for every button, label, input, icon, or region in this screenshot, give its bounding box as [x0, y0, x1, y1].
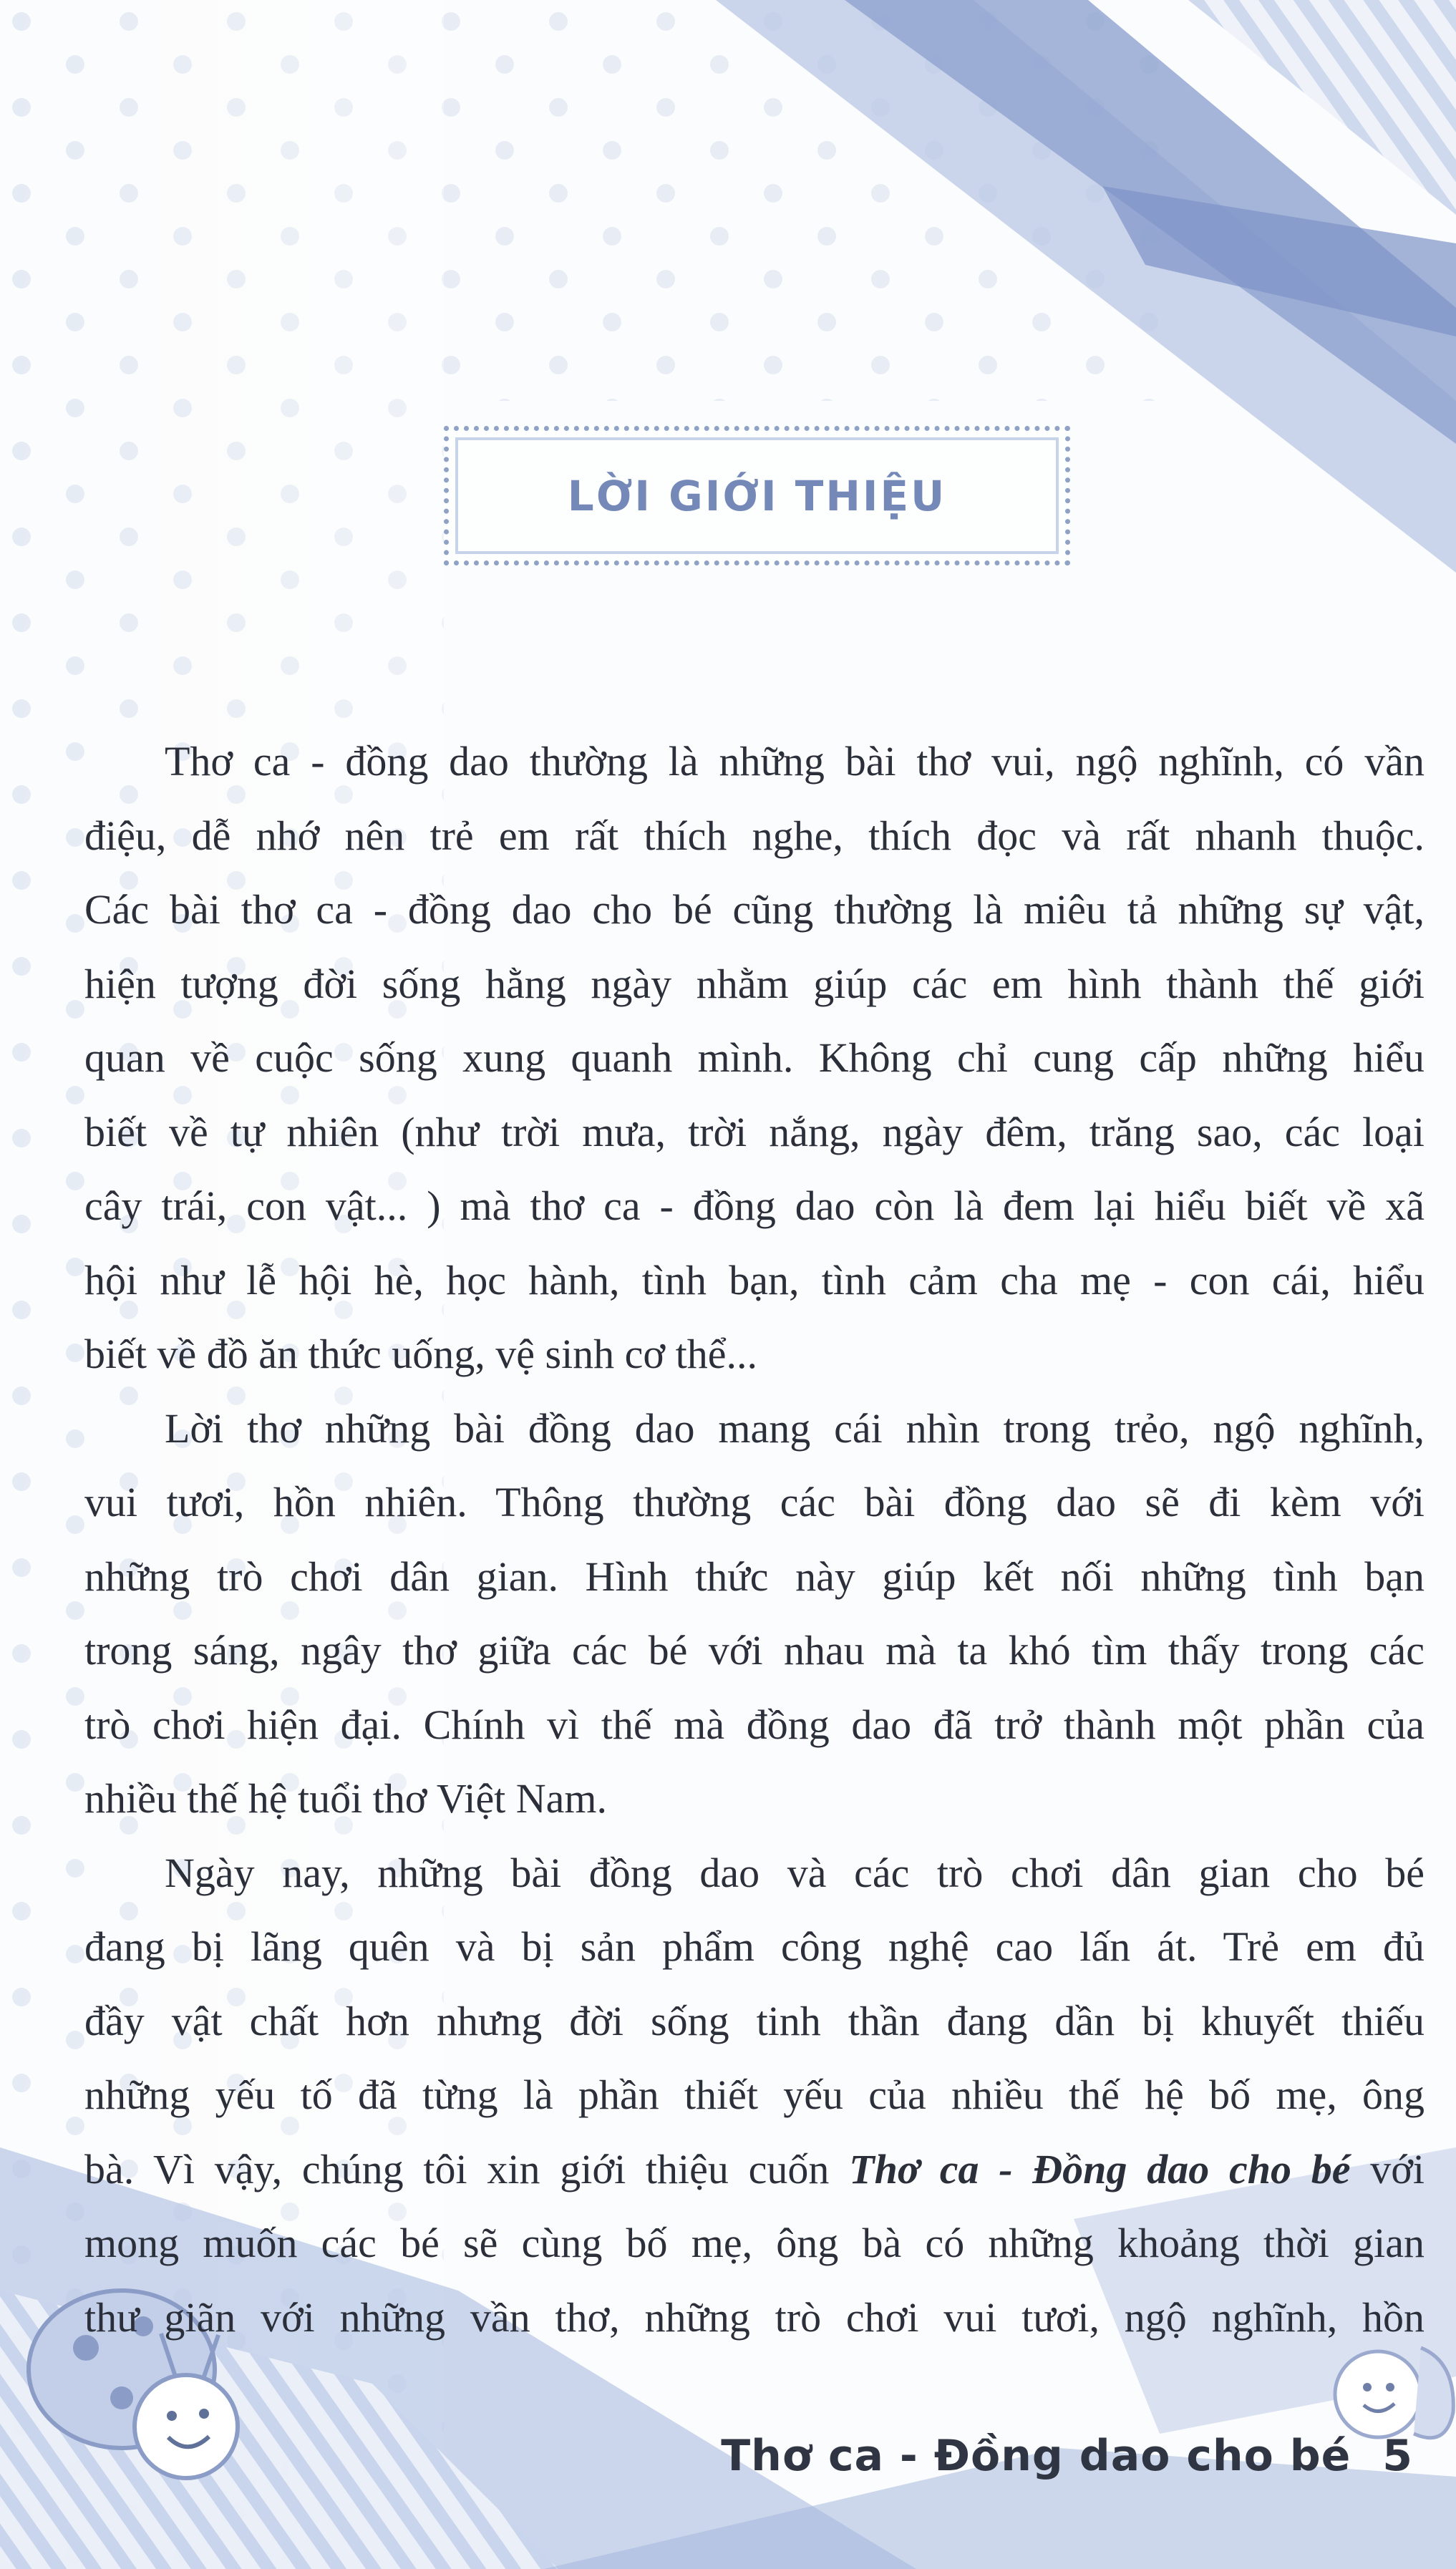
text-line: biết về đồ ăn thức uống, vệ sinh cơ thể... — [84, 1331, 757, 1377]
footer-book-title: Thơ ca - Đồng dao cho bé — [721, 2431, 1351, 2481]
page-number: 5 — [1382, 2431, 1413, 2481]
text-line: Thơ ca - đồng dao thường là những bài thơ vui, ngộ nghĩnh, có vần — [165, 738, 1425, 785]
introduction-body — [84, 724, 1425, 2354]
paragraph-3 — [84, 1836, 1425, 2355]
text-line: những yếu tố đã từng là phần thiết yếu của nhiều thế hệ bố mẹ, ông — [84, 2072, 1425, 2118]
text-segment: với — [1350, 2145, 1425, 2192]
text-segment: bà. Vì vậy, chúng tôi xin giới thiệu cuốn — [84, 2145, 850, 2192]
text-line: thư giãn với những vần thơ, những trò chơi vui tươi, ngộ nghĩnh, hồn — [84, 2293, 1425, 2341]
text-line: những trò chơi dân gian. Hình thức này giúp kết nối những tình bạn — [84, 1553, 1425, 1600]
text-line: Lời thơ những bài đồng dao mang cái nhìn trong trẻo, ngộ nghĩnh, — [165, 1404, 1425, 1452]
text-line: đầy vật chất hơn nhưng đời sống tinh thần đang dần bị khuyết thiếu — [84, 1997, 1425, 2044]
paragraph-1 — [84, 724, 1425, 1392]
page-footer — [721, 2431, 1413, 2481]
text-line: trong sáng, ngây thơ giữa các bé với nhau mà ta khó tìm thấy trong các — [84, 1627, 1425, 1674]
section-title: LỜI GIỚI THIỆU — [567, 471, 947, 520]
text-line: đang bị lãng quên và bị sản phẩm công nghệ cao lấn át. Trẻ em đủ — [84, 1923, 1425, 1970]
text-line: mong muốn các bé sẽ cùng bố mẹ, ông bà có những khoảng thời gian — [84, 2220, 1425, 2266]
snail-illustration-right — [1335, 2348, 1453, 2438]
text-line: hội như lễ hội hè, học hành, tình bạn, tình cảm cha mẹ - con cái, hiểu — [84, 1256, 1425, 1303]
book-title: Thơ ca - Đồng dao cho bé — [849, 2145, 1351, 2192]
text-line: quan về cuộc sống xung quanh mình. Không chỉ cung cấp những hiểu — [84, 1034, 1425, 1081]
text-line — [84, 2132, 1425, 2207]
text-line: Các bài thơ ca - đồng dao cho bé cũng thường là miêu tả những sự vật, — [84, 886, 1425, 933]
paragraph-2 — [84, 1392, 1425, 1836]
text-line: biết về tự nhiên (như trời mưa, trời nắng, ngày đêm, trăng sao, các loại — [84, 1108, 1425, 1155]
section-title-box — [444, 426, 1070, 565]
text-line: nhiều thế hệ tuổi thơ Việt Nam. — [84, 1775, 608, 1822]
text-line: Ngày nay, những bài đồng dao và các trò chơi dân gian cho bé — [165, 1849, 1425, 1896]
text-line: cây trái, con vật... ) mà thơ ca - đồng dao còn là đem lại hiểu biết về xã — [84, 1182, 1425, 1229]
text-line: trò chơi hiện đại. Chính vì thế mà đồng dao đã trở thành một phần của — [84, 1701, 1425, 1748]
text-line: hiện tượng đời sống hằng ngày nhằm giúp các em hình thành thế giới — [84, 960, 1425, 1007]
text-line: vui tươi, hồn nhiên. Thông thường các bài đồng dao sẽ đi kèm với — [84, 1479, 1425, 1525]
text-line: điệu, dễ nhớ nên trẻ em rất thích nghe, thích đọc và rất nhanh thuộc. — [84, 812, 1425, 859]
